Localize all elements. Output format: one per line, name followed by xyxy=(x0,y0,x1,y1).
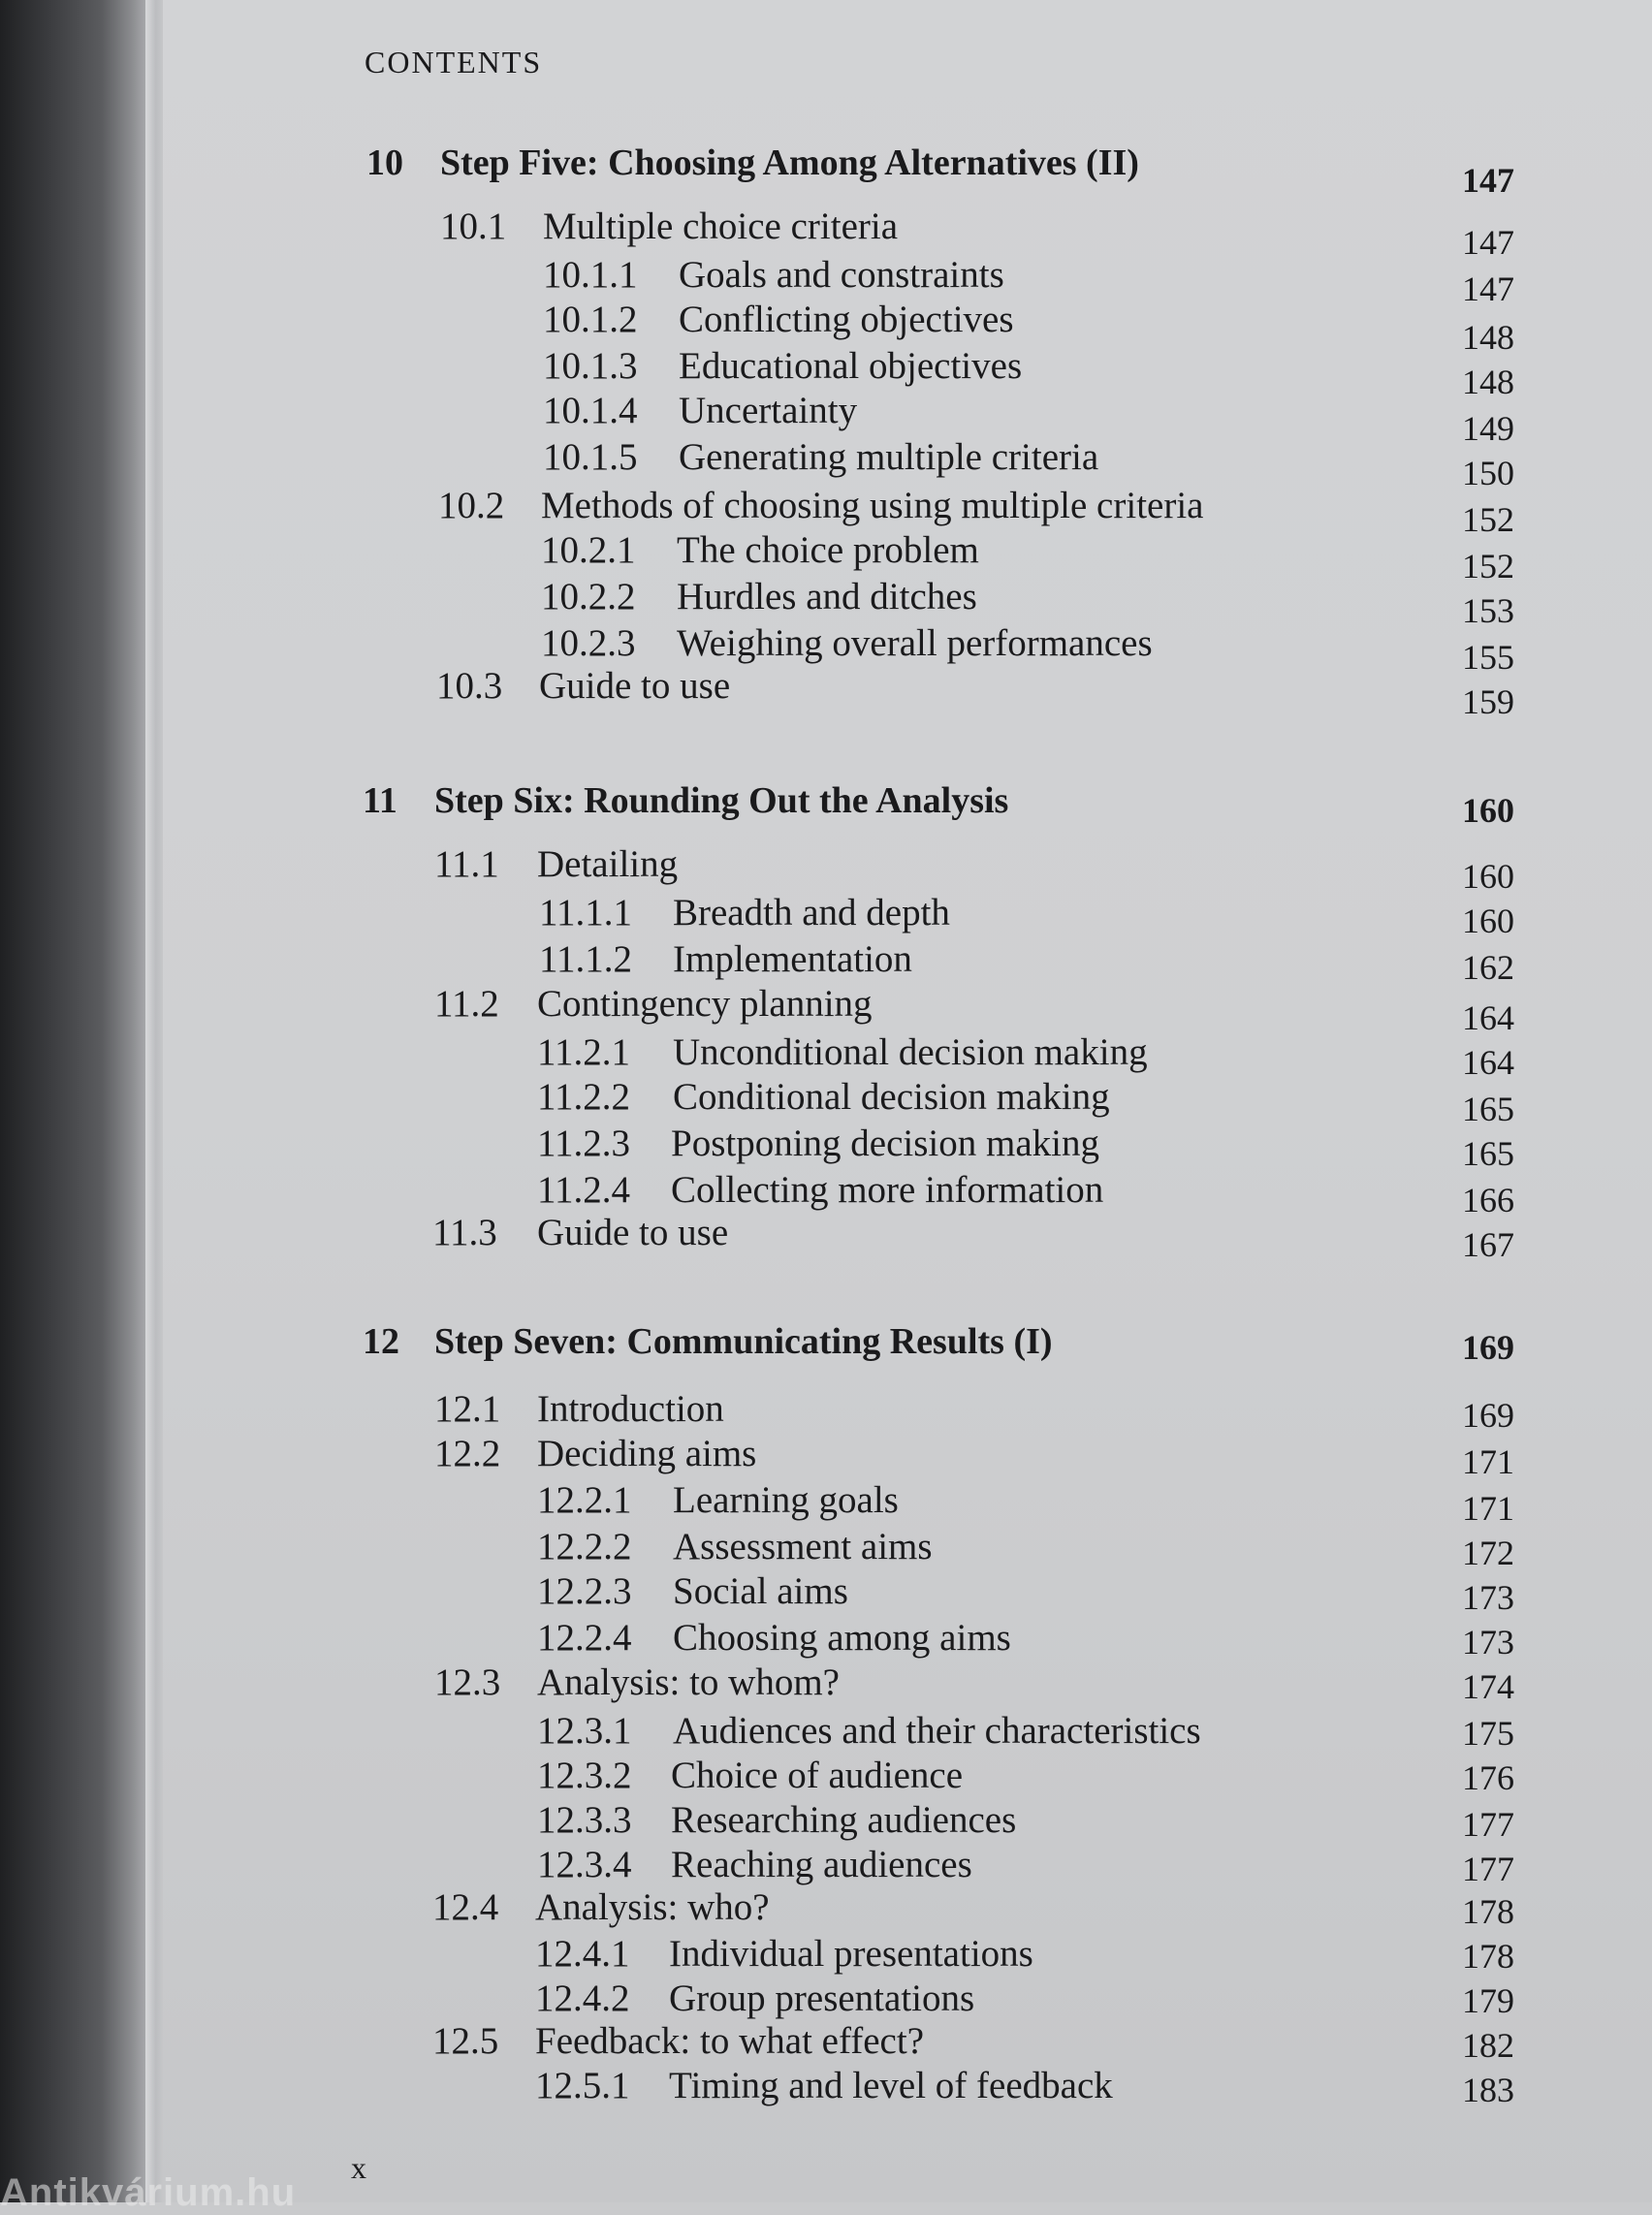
entry-title: Analysis: to whom? xyxy=(537,1661,840,1703)
toc-subsection-entry xyxy=(0,1617,1652,1660)
entry-page: 178 xyxy=(1462,1937,1514,1976)
toc-subsection-entry xyxy=(0,1169,1652,1219)
entry-number: 11.2.3 xyxy=(537,1123,631,1164)
entry-number: 12.5 xyxy=(432,2020,499,2062)
toc-subsection-entry xyxy=(0,1710,1652,1753)
entry-number: 10.1.2 xyxy=(543,299,638,340)
page-folio: x xyxy=(351,2150,366,2185)
entry-page: 171 xyxy=(1462,1489,1514,1528)
entry-title: Step Seven: Communicating Results (I) xyxy=(434,1321,1053,1362)
entry-number: 10 xyxy=(366,142,403,183)
entry-page: 169 xyxy=(1462,1328,1514,1367)
entry-number: 12.1 xyxy=(434,1388,501,1430)
entry-number: 11.2 xyxy=(434,983,499,1025)
toc-section-entry xyxy=(0,843,1652,896)
entry-number: 12.3.1 xyxy=(537,1710,632,1752)
toc-chapter-entry xyxy=(0,142,1652,200)
toc-subsection-entry xyxy=(0,1799,1652,1842)
entry-number: 12.4.1 xyxy=(535,1933,630,1975)
entry-number: 12 xyxy=(363,1321,399,1362)
entry-title: Group presentations xyxy=(669,1978,975,2019)
entry-number: 11 xyxy=(363,780,397,821)
entry-number: 11.2.1 xyxy=(537,1031,631,1073)
entry-page: 149 xyxy=(1462,409,1514,448)
entry-page: 164 xyxy=(1462,998,1514,1037)
entry-title: Detailing xyxy=(537,843,679,885)
entry-page: 172 xyxy=(1462,1534,1514,1572)
entry-title: Educational objectives xyxy=(679,345,1023,387)
entry-page: 148 xyxy=(1462,363,1514,401)
entry-number: 10.1.1 xyxy=(543,254,638,296)
entry-title: Unconditional decision making xyxy=(673,1031,1148,1073)
entry-page: 174 xyxy=(1462,1667,1514,1706)
toc-section-entry xyxy=(0,665,1652,721)
toc-subsection-entry xyxy=(0,299,1652,357)
entry-page: 160 xyxy=(1462,791,1514,830)
watermark-text: Antikvárium.hu xyxy=(0,2171,297,2214)
entry-title: Conditional decision making xyxy=(673,1076,1110,1118)
entry-page: 147 xyxy=(1462,223,1514,262)
entry-title: Researching audiences xyxy=(671,1799,1017,1841)
toc-section-entry xyxy=(0,983,1652,1037)
toc-subsection-entry xyxy=(0,390,1652,448)
entry-page: 155 xyxy=(1462,638,1514,677)
toc-section-entry xyxy=(0,1388,1652,1435)
entry-number: 12.2.1 xyxy=(537,1479,632,1521)
toc-subsection-entry xyxy=(0,1526,1652,1572)
toc-subsection-entry xyxy=(0,576,1652,630)
entry-number: 12.2.4 xyxy=(537,1617,632,1659)
entry-title: Feedback: to what effect? xyxy=(535,2020,925,2062)
entry-number: 12.2 xyxy=(434,1433,501,1474)
entry-page: 178 xyxy=(1462,1892,1514,1931)
entry-page: 167 xyxy=(1462,1225,1514,1264)
entry-page: 152 xyxy=(1462,500,1514,539)
entry-number: 12.4.2 xyxy=(535,1978,630,2019)
toc-section-entry xyxy=(0,206,1652,262)
entry-title: Generating multiple criteria xyxy=(679,436,1099,478)
entry-page: 164 xyxy=(1462,1043,1514,1082)
entry-number: 12.3.4 xyxy=(537,1844,632,1885)
entry-number: 11.2.4 xyxy=(537,1169,631,1211)
toc-subsection-entry xyxy=(0,938,1652,987)
entry-number: 12.3.3 xyxy=(537,1799,632,1841)
toc-subsection-entry xyxy=(0,1570,1652,1617)
toc-subsection-entry xyxy=(0,1844,1652,1886)
entry-title: Deciding aims xyxy=(537,1433,757,1474)
entry-page: 159 xyxy=(1462,682,1514,721)
entry-title: Methods of choosing using multiple criteria xyxy=(541,485,1204,526)
entry-page: 160 xyxy=(1462,902,1514,940)
entry-title: Uncertainty xyxy=(679,390,858,431)
toc-subsection-entry xyxy=(0,1933,1652,1976)
entry-page: 148 xyxy=(1462,318,1514,357)
entry-title: Postponing decision making xyxy=(671,1123,1099,1164)
entry-page: 150 xyxy=(1462,454,1514,492)
entry-title: Guide to use xyxy=(539,665,731,707)
entry-number: 10.3 xyxy=(436,665,503,707)
toc-subsection-entry xyxy=(0,436,1652,492)
toc-chapter-entry xyxy=(0,779,1652,830)
entry-page: 153 xyxy=(1462,591,1514,630)
entry-title: Learning goals xyxy=(673,1479,899,1521)
entry-number: 12.3 xyxy=(434,1661,501,1703)
entry-title: Social aims xyxy=(673,1570,848,1612)
toc-subsection-entry xyxy=(0,622,1652,677)
toc-section-entry xyxy=(0,1661,1652,1704)
entry-title: Goals and constraints xyxy=(679,254,1004,296)
running-head: CONTENTS xyxy=(365,45,543,79)
entry-page: 147 xyxy=(1462,161,1514,200)
entry-page: 179 xyxy=(1462,1981,1514,2020)
entry-title: Step Six: Rounding Out the Analysis xyxy=(434,780,1009,821)
entry-number: 10.1.5 xyxy=(543,436,638,478)
entry-number: 10.1.3 xyxy=(543,345,638,387)
entry-number: 11.2.2 xyxy=(537,1076,631,1118)
entry-page: 173 xyxy=(1462,1623,1514,1661)
toc-subsection-entry xyxy=(0,1755,1652,1797)
toc-subsection-entry xyxy=(0,1978,1652,2020)
entry-title: The choice problem xyxy=(677,529,979,571)
entry-title: Audiences and their characteristics xyxy=(673,1710,1201,1752)
entry-number: 12.5.1 xyxy=(535,2065,630,2106)
entry-number: 12.2.2 xyxy=(537,1526,632,1567)
entry-title: Analysis: who? xyxy=(535,1886,770,1928)
toc-chapter-entry xyxy=(0,1320,1652,1367)
entry-title: Collecting more information xyxy=(671,1169,1104,1211)
toc-section-entry xyxy=(0,2020,1652,2063)
toc-subsection-entry xyxy=(0,1031,1652,1082)
toc-section-entry xyxy=(0,1212,1652,1264)
entry-number: 10.1.4 xyxy=(543,390,638,431)
entry-page: 182 xyxy=(1462,2026,1514,2065)
entry-title: Weighing overall performances xyxy=(677,622,1153,664)
toc-subsection-entry xyxy=(0,892,1652,940)
entry-page: 171 xyxy=(1462,1442,1514,1481)
entry-title: Multiple choice criteria xyxy=(543,206,899,247)
toc-subsection-entry xyxy=(0,2065,1652,2107)
entry-title: Individual presentations xyxy=(669,1933,1033,1975)
toc-subsection-entry xyxy=(0,1479,1652,1528)
entry-title: Assessment aims xyxy=(673,1526,933,1567)
entry-title: Reaching audiences xyxy=(671,1844,972,1885)
entry-page: 147 xyxy=(1462,269,1514,308)
entry-page: 169 xyxy=(1462,1396,1514,1435)
entry-title: Breadth and depth xyxy=(673,892,950,933)
entry-page: 176 xyxy=(1462,1758,1514,1797)
entry-page: 183 xyxy=(1462,2071,1514,2109)
entry-page: 177 xyxy=(1462,1850,1514,1888)
entry-title: Choosing among aims xyxy=(673,1617,1011,1659)
entry-title: Conflicting objectives xyxy=(679,299,1014,340)
entry-number: 11.1.2 xyxy=(539,938,633,980)
entry-number: 10.2 xyxy=(438,485,505,526)
entry-title: Hurdles and ditches xyxy=(677,576,977,617)
entry-title: Step Five: Choosing Among Alternatives (II) xyxy=(440,142,1139,183)
entry-page: 165 xyxy=(1462,1134,1514,1173)
toc-subsection-entry xyxy=(0,1076,1652,1128)
toc-section-entry xyxy=(0,1886,1652,1929)
entry-page: 160 xyxy=(1462,857,1514,896)
entry-page: 162 xyxy=(1462,948,1514,987)
toc-section-entry xyxy=(0,1433,1652,1481)
entry-title: Contingency planning xyxy=(537,983,873,1025)
entry-number: 11.3 xyxy=(432,1212,497,1253)
entry-title: Choice of audience xyxy=(671,1755,964,1796)
entry-page: 177 xyxy=(1462,1805,1514,1844)
entry-number: 10.2.1 xyxy=(541,529,636,571)
entry-page: 173 xyxy=(1462,1578,1514,1617)
entry-number: 11.1.1 xyxy=(539,892,633,933)
entry-number: 12.2.3 xyxy=(537,1570,632,1612)
entry-number: 11.1 xyxy=(434,843,499,885)
entry-title: Timing and level of feedback xyxy=(669,2065,1113,2106)
entry-number: 10.2.2 xyxy=(541,576,636,617)
toc-subsection-entry xyxy=(0,529,1652,585)
entry-title: Implementation xyxy=(673,938,912,980)
entry-page: 152 xyxy=(1462,547,1514,585)
entry-number: 12.3.2 xyxy=(537,1755,632,1796)
entry-number: 10.2.3 xyxy=(541,622,636,664)
toc-subsection-entry xyxy=(0,254,1652,308)
toc-section-entry xyxy=(0,485,1652,539)
entry-number: 12.4 xyxy=(432,1886,499,1928)
entry-page: 175 xyxy=(1462,1714,1514,1753)
toc-subsection-entry xyxy=(0,1123,1652,1173)
entry-page: 165 xyxy=(1462,1090,1514,1128)
entry-page: 166 xyxy=(1462,1181,1514,1219)
toc-subsection-entry xyxy=(0,345,1652,401)
entry-title: Guide to use xyxy=(537,1212,729,1253)
entry-number: 10.1 xyxy=(440,206,507,247)
entry-title: Introduction xyxy=(537,1388,724,1430)
